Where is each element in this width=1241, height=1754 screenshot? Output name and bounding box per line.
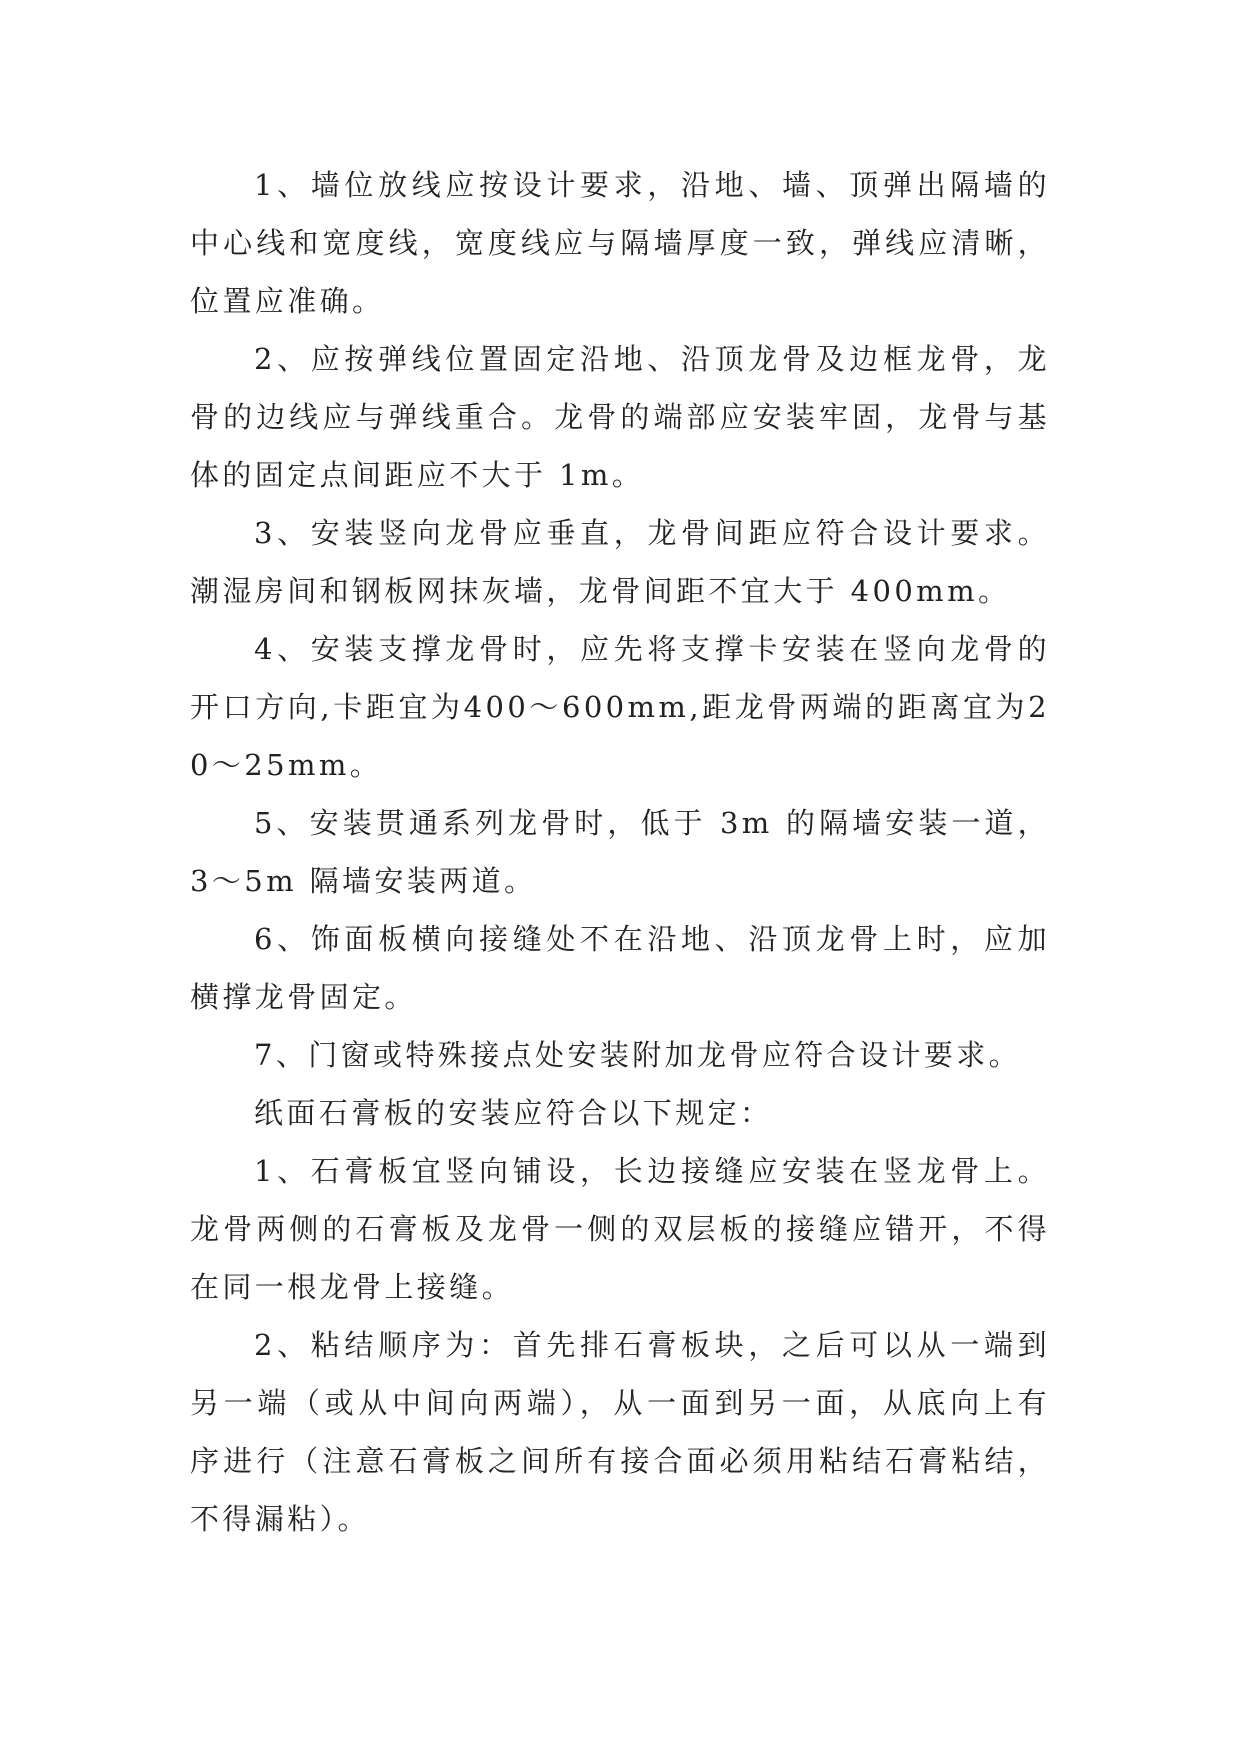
paragraph-2: 2、应按弹线位置固定沿地、沿顶龙骨及边框龙骨，龙骨的边线应与弹线重合。龙骨的端部应安装牢固，龙骨与基体的固定点间距应不大于 1m。 [190,342,1050,492]
paragraph-1: 1、墙位放线应按设计要求，沿地、墙、顶弹出隔墙的中心线和宽度线，宽度线应与隔墙厚度一致，弹线应清晰，位置应准确。 [190,168,1050,318]
paragraph-6: 6、饰面板横向接缝处不在沿地、沿顶龙骨上时，应加横撑龙骨固定。 [190,922,1050,1014]
paragraph-4: 4、安装支撑龙骨时，应先将支撑卡安装在竖向龙骨的开口方向,卡距宜为400～600mm,距龙骨两端的距离宜为20～25mm。 [190,632,1050,782]
document-body [190,156,1050,1548]
paragraph-8: 1、石膏板宜竖向铺设，长边接缝应安装在竖龙骨上。龙骨两侧的石膏板及龙骨一侧的双层板的接缝应错开，不得在同一根龙骨上接缝。 [190,1154,1050,1304]
section-heading: 纸面石膏板的安装应符合以下规定： [254,1096,773,1130]
paragraph-3: 3、安装竖向龙骨应垂直，龙骨间距应符合设计要求。潮湿房间和钢板网抹灰墙，龙骨间距不宜大于 400mm。 [190,516,1050,608]
paragraph-5: 5、安装贯通系列龙骨时，低于 3m 的隔墙安装一道，3～5m 隔墙安装两道。 [190,806,1050,898]
paragraph-7: 7、门窗或特殊接点处安装附加龙骨应符合设计要求。 [254,1038,1022,1072]
paragraph-9: 2、粘结顺序为：首先排石膏板块，之后可以从一端到另一端（或从中间向两端），从一面到另一面，从底向上有序进行（注意石膏板之间所有接合面必须用粘结石膏粘结，不得漏粘）。 [190,1328,1050,1536]
